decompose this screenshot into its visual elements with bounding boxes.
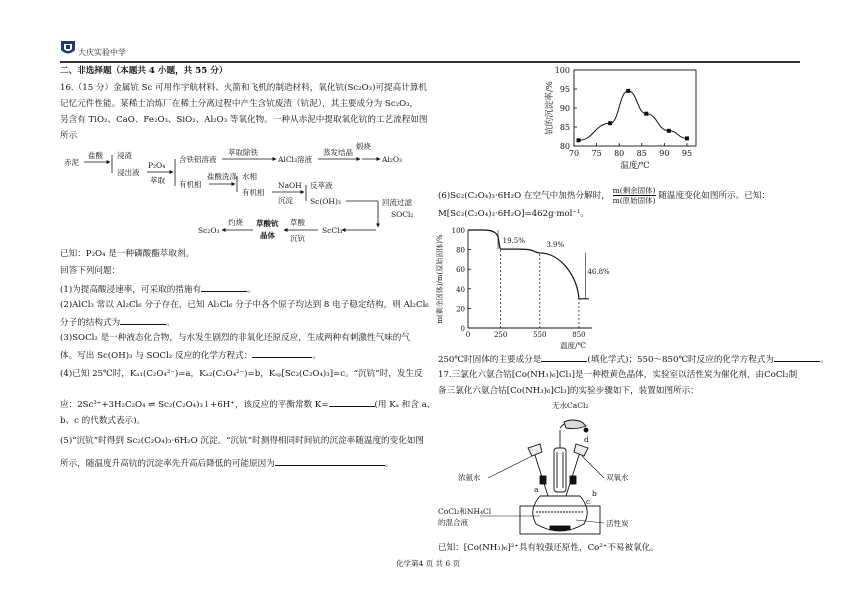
q16-part-4b: 应：2Sc³⁺+3H₂C₂O₄ ⇌ Sc₂(C₂O₄)₃↓+6H⁺，该反应的平衡常数 K= (用 Kₐ 和含 a、 <box>60 400 436 410</box>
chart2-ytick-label: 0 <box>460 325 465 333</box>
mass-ratio-fraction: m(剩余固体) m(原始固体) <box>612 186 656 205</box>
chart1-ytick-label: 100 <box>554 66 570 75</box>
chart2-plot <box>435 227 610 350</box>
chart1-series-line <box>579 91 687 140</box>
chart1-ytick-label: 85 <box>559 123 570 132</box>
flow-scoh3: Sc(OH)₃ <box>310 197 341 206</box>
chart1-xtick-label: 80 <box>614 149 625 158</box>
chart1-ytick-label: 80 <box>559 142 570 151</box>
chart2-ytick-label: 100 <box>451 227 465 235</box>
chart2-ytick-label: 80 <box>456 246 465 255</box>
q16-part-5a: (5)“沉钪”时得到 Sc₂(C₂O₄)₃·6H₂O 沉淀。“沉钪”时测得相同时间钪的沉淀率随温度的变化如图 <box>60 436 425 446</box>
label-b: b <box>592 489 597 498</box>
q16-part-6c: M[Sc₂(C₂O₄)₃·6H₂O]=462g·mol⁻¹。 <box>438 209 589 219</box>
label-activated-carbon: 活性炭 <box>606 519 629 528</box>
chart2-annotation: 46.8% <box>587 268 610 277</box>
process-flowchart <box>60 143 420 243</box>
precipitation-rate-chart <box>542 64 702 176</box>
flow-sccl3: ScCl₃ <box>322 226 343 235</box>
chart1-data-point <box>667 129 671 133</box>
flow-evaporate: 蒸发结晶 <box>323 148 353 157</box>
answer-blank[interactable] <box>275 457 385 466</box>
flow-fe-al-solution: 含铁铝溶液 <box>179 155 217 164</box>
chart2-xlabel: 温度/℃ <box>560 341 586 350</box>
flow-burn: 灼烧 <box>228 218 243 227</box>
chart1-data-point <box>685 136 689 140</box>
label-mixture-2: 的混合液 <box>438 518 468 527</box>
chart1-data-point <box>577 138 581 142</box>
q16-answer-prompt: 回答下列问题： <box>60 266 121 276</box>
chart1-xtick-label: 70 <box>568 149 580 158</box>
q16-part-4d: b、c 的代数式表示)。 <box>60 416 146 426</box>
q16-part-5b: 所示，随温度升高钪的沉淀率先升高后降低的可能原因为 。 <box>60 459 394 469</box>
answer-blank[interactable] <box>541 353 587 362</box>
flow-p2o4: P₂O₄ <box>148 161 166 170</box>
q16-intro-4: 所示 <box>60 131 78 141</box>
chart2-xtick-label: 0 <box>465 331 471 339</box>
flow-reflux-filter: 回流过滤 <box>382 198 412 207</box>
chart1-data-point <box>626 89 630 93</box>
chart2-xtick-label: 550 <box>533 331 547 339</box>
chart1-ytick-label: 90 <box>559 104 570 113</box>
flow-back-extract: 反萃液 <box>310 181 333 190</box>
flow-hcl: 盐酸 <box>88 151 103 160</box>
flow-alcl3: AlCl₃溶液 <box>278 155 312 164</box>
q16-part-4a: (4)已知 25℃时，Kₐ₁(C₂O₄²⁻)=a，Kₐ₂(C₂O₄²⁻)=b，Kₛₚ[Sc₂(C₂O₄)₃]=c。“沉钪”时，发生反 <box>60 369 423 379</box>
label-a: a <box>534 485 539 494</box>
chart1-xtick-label: 75 <box>591 149 602 158</box>
answer-blank[interactable] <box>201 283 247 292</box>
chart1-data-point <box>644 112 648 116</box>
page-footer: 化学第4 页 共 6 页 <box>396 559 461 568</box>
chart1-xtick-label: 90 <box>659 149 670 158</box>
section-title: 二、非选择题（本题共 4 小题，共 55 分） <box>60 66 228 76</box>
q16-known: 已知：P₂O₄ 是一种磷酸酯萃取剂。 <box>60 249 195 259</box>
flow-socl2: SOCl₂ <box>391 210 414 219</box>
q16-part-3b: 体。写出 Sc(OH)₃ 与 SOCl₂ 反应的化学方程式： 。 <box>60 351 321 361</box>
chart1-xtick-label: 85 <box>636 149 647 158</box>
flow-hcl-wash: 盐酸洗涤 <box>207 172 237 181</box>
chart2-series-line <box>468 230 589 299</box>
chart2-xtick-label: 250 <box>493 331 508 339</box>
chart2-ytick-label: 60 <box>456 266 465 275</box>
flow-red-mud: 赤泥 <box>64 158 79 167</box>
chart2-annotation: 19.5% <box>502 236 525 245</box>
header-rule <box>60 61 800 63</box>
label-c: c <box>586 497 591 506</box>
flow-water-phase: 水相 <box>242 172 257 181</box>
chart1-data-point <box>608 121 612 125</box>
chart1-plot <box>544 66 696 171</box>
flow-extract-fe: 萃取除铁 <box>228 148 258 157</box>
chart2-ytick-label: 20 <box>456 305 465 314</box>
q17-line-2: 备三氯化六氨合钴[Co(NH₃)₆]Cl₃]的实验步骤如下，装置如图所示： <box>438 386 699 396</box>
chart1-xlabel: 温度/℃ <box>620 161 650 171</box>
q16-intro-3: 另含有 TiO₂、CaO、Fe₂O₃、SiO₂、Al₂O₃ 等氧化物。一种从赤泥中提取氧化钪的工艺流程如图 <box>60 115 428 125</box>
apparatus-diagram <box>436 400 676 540</box>
flow-oxalate-crystal-2: 晶体 <box>260 231 275 240</box>
flow-precipitate: 沉淀 <box>278 196 293 205</box>
flow-calcine: 煅烧 <box>356 142 371 151</box>
flow-organic-phase: 有机相 <box>179 180 202 189</box>
q16-part-6d: 250℃时固体的主要成分是 (填化学式)；550～850℃时反应的化学方程式为 。 <box>438 355 829 365</box>
chart1-ylabel: 钪的沉淀率/% <box>545 81 555 135</box>
label-h2o2: 双氧水 <box>606 473 629 482</box>
flow-extract: 萃取 <box>150 176 165 185</box>
answer-blank[interactable] <box>252 349 312 358</box>
flow-sc2o3: Sc₂O₃ <box>198 226 220 235</box>
chart2-ytick-label: 40 <box>456 285 465 294</box>
school-logo <box>60 40 76 57</box>
flow-organic-phase-2: 有机相 <box>242 188 265 197</box>
flow-al2o3: Al₂O₃ <box>382 155 402 164</box>
q17-line-1: 17.三氯化六氨合钴[Co(NH₃)₆]Cl₃]是一种橙黄色晶体，实验室以活性炭为催化剂，由CoCl₂制 <box>438 370 798 380</box>
answer-blank[interactable] <box>120 316 166 325</box>
q16-intro-1: 16.（15 分）金属钪 Sc 可用作宇航材料、火箭和飞机的制造材料，氧化钪(Sc₂O₃)可提高计算机 <box>60 83 428 93</box>
q16-part-2a: (2)AlCl₃ 常以 Al₂Cl₆ 分子存在，已知 Al₂Cl₆ 分子中各个原子均达到 8 电子稳定结构，则 Al₂Cl₆ <box>60 300 429 310</box>
q16-part-3a: (3)SOCl₂ 是一种液态化合物，与水发生剧烈的非氧化还原反应，生成两种有刺激性气味的气 <box>60 333 410 343</box>
q16-intro-2: 记忆元件性能。某稀土冶炼厂在稀土分离过程中产生含钪废渣（钪泥），其主要成分为 Sc₂O₃， <box>60 99 419 109</box>
q16-part-6a: (6)Sc₂(C₂O₄)₃·6H₂O 在空气中加热分解时， m(剩余固体) m(原始固体) 随温度变化如图所示。已知： <box>438 186 771 205</box>
q16-part-2b: 分子的结构式为 。 <box>60 318 175 328</box>
q16-part-1: (1)为提高酸浸速率，可采取的措施有 。 <box>60 285 256 295</box>
chart2-ylabel: m(剩余固体)/m(原始固体)% <box>436 234 444 324</box>
chart2-xtick-label: 850 <box>572 331 586 339</box>
thermal-decomposition-chart <box>432 222 610 350</box>
flow-leach-residue: 浸渣 <box>117 151 132 160</box>
flow-oxalate-crystal-1: 草酸钪 <box>256 219 279 228</box>
answer-blank[interactable] <box>329 398 375 407</box>
q17-known: 已知：[Co(NH₃)₆]²⁺具有较强还原性，Co²⁺不易被氧化。 <box>438 543 659 553</box>
flow-oxalic: 草酸 <box>290 218 305 227</box>
label-cacl2: 无水CaCl₂ <box>552 401 589 410</box>
label-d: d <box>584 435 589 444</box>
chart1-xtick-label: 95 <box>681 149 693 158</box>
flow-sink-sc: 沉钪 <box>290 234 305 243</box>
flow-leachate: 浸出液 <box>117 168 140 177</box>
answer-blank[interactable] <box>774 353 820 362</box>
chart1-ytick-label: 95 <box>559 85 570 94</box>
school-name: 大庆实验中学 <box>78 48 126 57</box>
label-mixture-1: CoCl₂和NH₄Cl <box>438 507 492 516</box>
label-ammonia: 浓氨水 <box>458 473 481 482</box>
flow-naoh: NaOH <box>278 181 302 190</box>
chart2-annotation: 3.9% <box>546 241 565 250</box>
